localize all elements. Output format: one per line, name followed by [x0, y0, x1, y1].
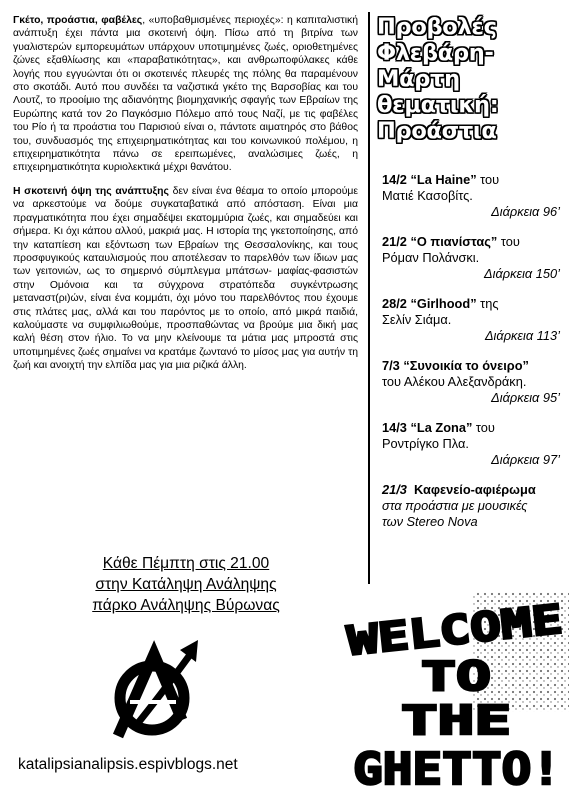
- title-line-1: Προβολές: [377, 14, 497, 40]
- closing-event: [382, 482, 560, 530]
- screening-date: 14/2: [382, 172, 407, 187]
- event-subtitle-1: στα προάστια με μουσικές: [382, 498, 528, 513]
- dark-side-lead: Η σκοτεινή όψη της ανάπτυξης: [13, 185, 169, 197]
- screening-date: 21/2: [382, 234, 407, 249]
- screening-duration: Διάρκεια 95’: [491, 390, 560, 405]
- screening-director: Ροντρίγκο Πλα.: [382, 436, 469, 451]
- intro-lead: Γκέτο, προάστια, φαβέλες: [13, 15, 143, 26]
- event-subtitle-2: των Stereo Nova: [382, 514, 478, 529]
- screening-title: “La Zona”: [410, 420, 473, 435]
- website-url: katalipsianalipsis.espivblogs.net: [18, 756, 238, 773]
- graffiti-word-welcome: WELCOME: [345, 601, 518, 665]
- screening-list: [382, 172, 560, 530]
- screening-item: [382, 296, 560, 344]
- schedule-notice: [26, 553, 346, 616]
- screening-item: [382, 358, 560, 406]
- screening-duration: Διάρκεια 150’: [484, 266, 560, 281]
- screening-date: 7/3: [382, 358, 400, 373]
- screening-credit-prefix: του: [476, 172, 500, 187]
- screening-director: του Αλέκου Αλεξανδράκη.: [382, 374, 527, 389]
- intro-paragraph: [13, 14, 358, 175]
- column-divider: [368, 12, 370, 584]
- article: [13, 14, 358, 373]
- welcome-to-the-ghetto-graffiti: [343, 592, 569, 797]
- screening-title: “Ο πιανίστας”: [410, 234, 498, 249]
- series-title: [377, 14, 567, 144]
- screening-item: [382, 420, 560, 468]
- event-title: Καφενείο-αφιέρωμα: [414, 482, 536, 497]
- graffiti-word-to: TO: [421, 654, 491, 700]
- screening-duration: Διάρκεια 96’: [491, 204, 560, 219]
- schedule-line-2: στην Κατάληψη Ανάληψης: [95, 576, 277, 593]
- screening-item: [382, 234, 560, 282]
- schedule-line-1: Κάθε Πέμπτη στις 21.00: [102, 555, 270, 572]
- schedule-line-3: πάρκο Ανάληψης Βύρωνας: [92, 597, 280, 614]
- graffiti-word-ghetto: GHETTO!: [353, 744, 561, 795]
- graffiti-word-the: THE: [401, 698, 511, 744]
- intro-text: , «υποβαθμισμένες περιοχές»: η καπιταλιστική ανάπτυξη έχει πάντα μια σκοτεινή όψη. Πίσω από τη βιτρίνα των γυαλιστερών εμπορευμάτων υπάρχουν υποτιμημένες ζωές, οριοθετημένες ζώνες εξαθλίωσης και «παραβατικότητας», και ανθρωποφύλακες κάθε λογής που εγγυώνται ότι οι σκοτεινές πλευρές της πόλης θα παραμένουν στο σκοτάδι. Αυτό που συνδέει τα ναζιστικά γκέτο της Βαρσοβίας και του Λουτζ, το προοίμιο της αδιανόητης βιομηχανικής σφαγής των Εβραίων της Ευρώπης κατά τον 2ο Παγκόσμιο Πόλεμο από τους Ναζί, με τις φαβέλες του Ρίο ή τα προάστια του Παρισιού είναι ο, πάντοτε αιματηρός στο βάθος του, συνδυασμός της επιχειρηματικότητας και του κοινωνικού πολέμου, η επιχειρηματικότητα πάνω σε ερειπωμένες, αναλώσιμες ζωές, η επιχειρηματικότητα κυριολεκτικά μέχρι θανάτου.: [13, 15, 358, 174]
- screening-item: [382, 172, 560, 220]
- title-line-5: Προάστια: [377, 118, 497, 144]
- event-date: 21/3: [382, 482, 407, 497]
- screening-credit-prefix: του: [497, 234, 520, 249]
- screening-date: 28/2: [382, 296, 407, 311]
- screening-duration: Διάρκεια 113’: [484, 328, 560, 343]
- title-line-3: Μάρτη: [377, 66, 460, 92]
- screening-title: “La Haine”: [410, 172, 477, 187]
- screening-date: 14/3: [382, 420, 407, 435]
- screening-director: Σελίν Σιάμα.: [382, 312, 452, 327]
- screening-director: Ρόμαν Πολάνσκι.: [382, 250, 480, 265]
- screening-title: “Girlhood”: [410, 296, 477, 311]
- screening-title: “Συνοικία το όνειρο”: [403, 358, 529, 373]
- anarchy-logo-icon: [110, 636, 210, 746]
- screening-credit-prefix: του: [472, 420, 495, 435]
- dark-side-paragraph: [13, 185, 358, 373]
- screening-credit-prefix: της: [476, 296, 499, 311]
- dark-side-text: δεν είναι ένα θέαμα το οποίο μπορούμε να αρκεστούμε να δούμε συγκαταβατικά από απόσταση. Είναι μια πραγματικότητα που έχει σημαδέψει εκατομμύρια ζωές, και σημαδεύει και σήμερα. Κι όχι κάπου αλλού, μακριά μας. Η ιστορία της γκετοποίησης, από την καταπίεση και εξόντωση των Εβραίων της Θεσσαλονίκης, και τους προσφυγικούς καταυλισμούς που αποτέλεσαν το παρελθόν των ίδιων μας των γειτονιών, ως το σημερινό σύμπλεγμα μπάτσων- μαφίας-φασιστών στην Ομόνοια και τα σύγχρονα στρατόπεδα συγκέντρωσης μεταναστ(ρι)ών, είναι ένα κομμάτι, όχι μόνο του παρελθόντος που έχουμε στις πλάτες μας, αλλά και του παρόντος με το οποίο, από μικρά παιδιά, καλούμαστε να συμφιλιωθούμε, προσπαθώντας να βρούμε μια δική μας καλή θέση στον ήλιο. Το να μην κλείνουμε τα μάτια μας μπροστά στις υποτιμημένες ζωές σημαίνει να κρατάμε ζωντανό το μίσος μας για αυτήν τη ζωή και ανοιχτή την ελπίδα μας για μια ριζικά άλλη.: [13, 185, 358, 372]
- screening-duration: Διάρκεια 97’: [491, 452, 560, 467]
- screening-director: Ματιέ Κασοβίτς.: [382, 188, 473, 203]
- title-line-2: Φλεβάρη-: [377, 40, 494, 66]
- title-line-4: θεματική:: [377, 92, 499, 118]
